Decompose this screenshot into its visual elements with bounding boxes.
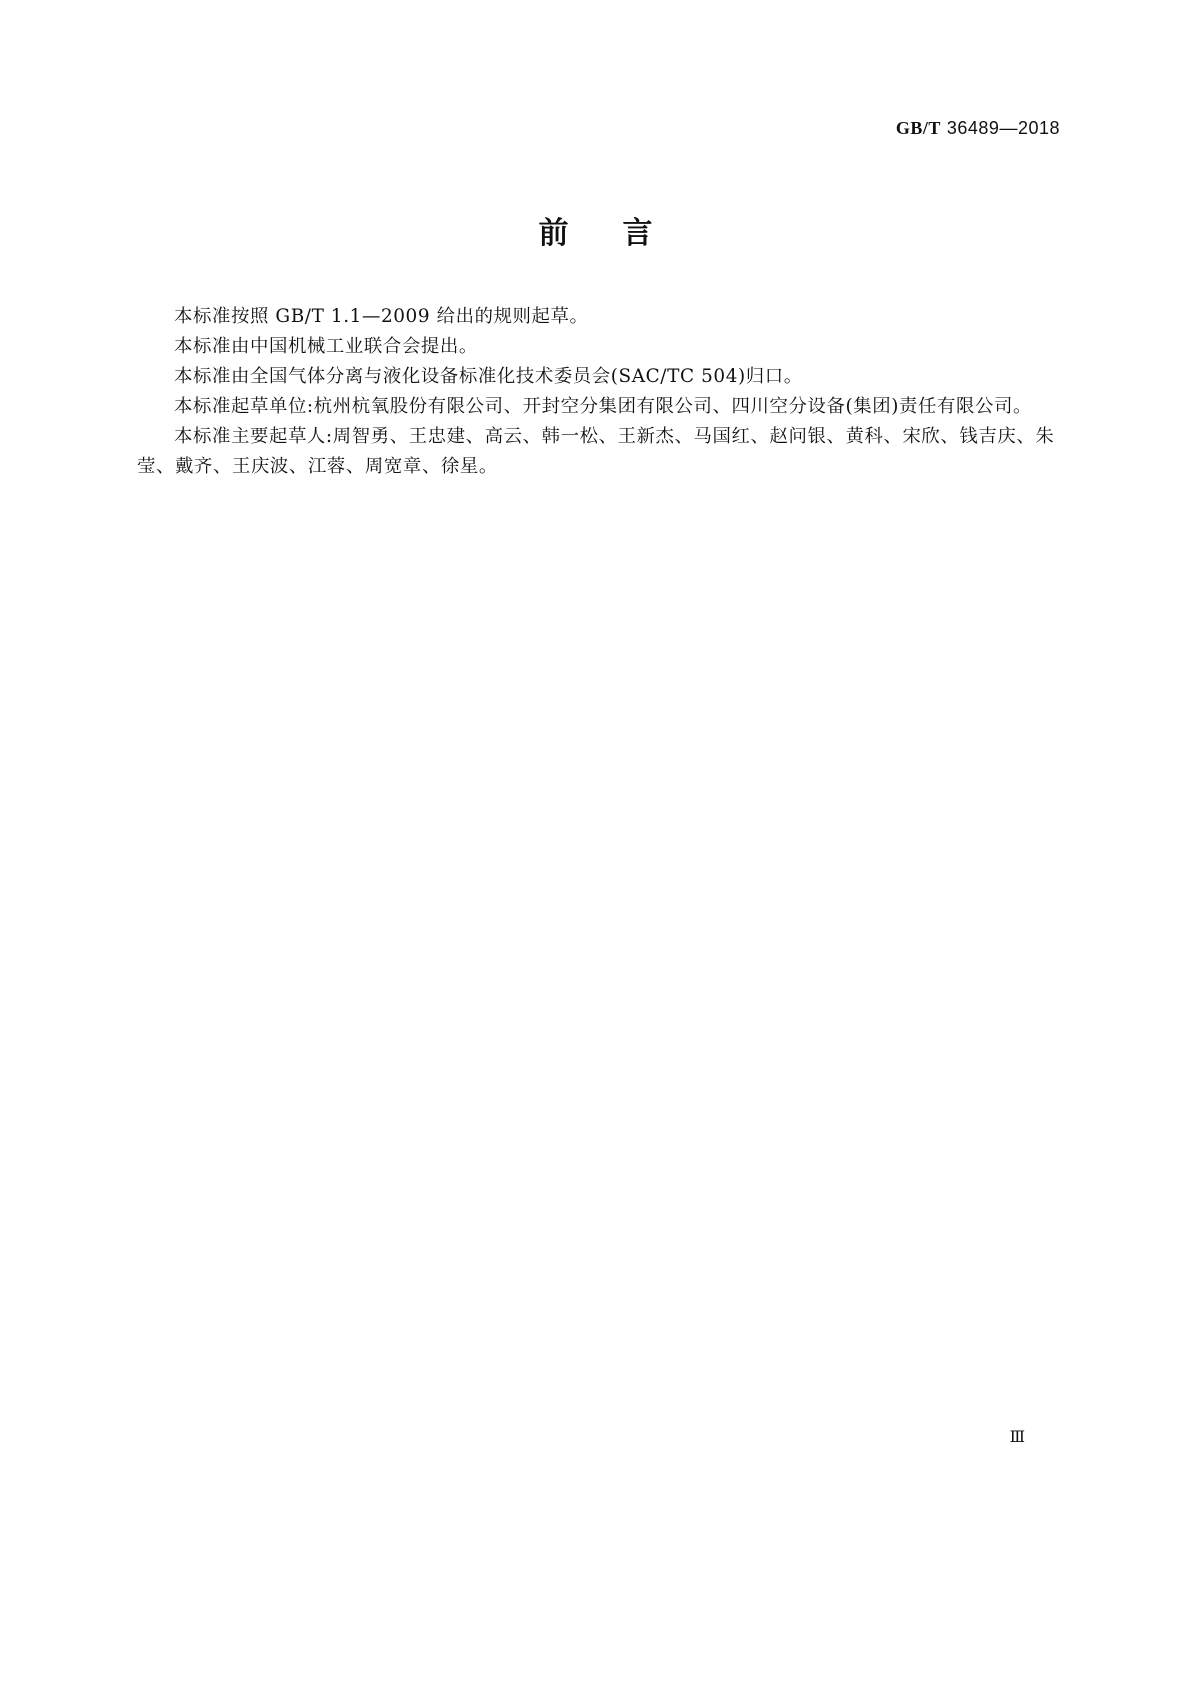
paragraph-administrator: 本标准由全国气体分离与液化设备标准化技术委员会(SAC/TC 504)归口。 [174, 366, 803, 387]
standard-code: GB/T [895, 118, 941, 138]
standard-number-value: 36489—2018 [946, 118, 1060, 138]
paragraph-drafting-organizations: 本标准起草单位:杭州杭氧股份有限公司、开封空分集团有限公司、四川空分设备(集团)责任有限公司。 [174, 396, 1032, 417]
paragraph-drafting-rules: 本标准按照 GB/T 1.1—2009 给出的规则起草。 [174, 306, 589, 327]
standard-number [896, 118, 1060, 139]
page-title: 前言 [538, 216, 707, 251]
foreword-body [137, 302, 1055, 482]
paragraph-main-drafters: 本标准主要起草人:周智勇、王忠建、高云、韩一松、王新杰、马国红、赵问银、黄科、宋欣、钱吉庆、朱莹、戴齐、王庆波、江蓉、周宽章、徐星。 [137, 426, 1055, 477]
page-number: Ⅲ [1009, 1429, 1025, 1446]
paragraph-proposer: 本标准由中国机械工业联合会提出。 [174, 336, 478, 357]
